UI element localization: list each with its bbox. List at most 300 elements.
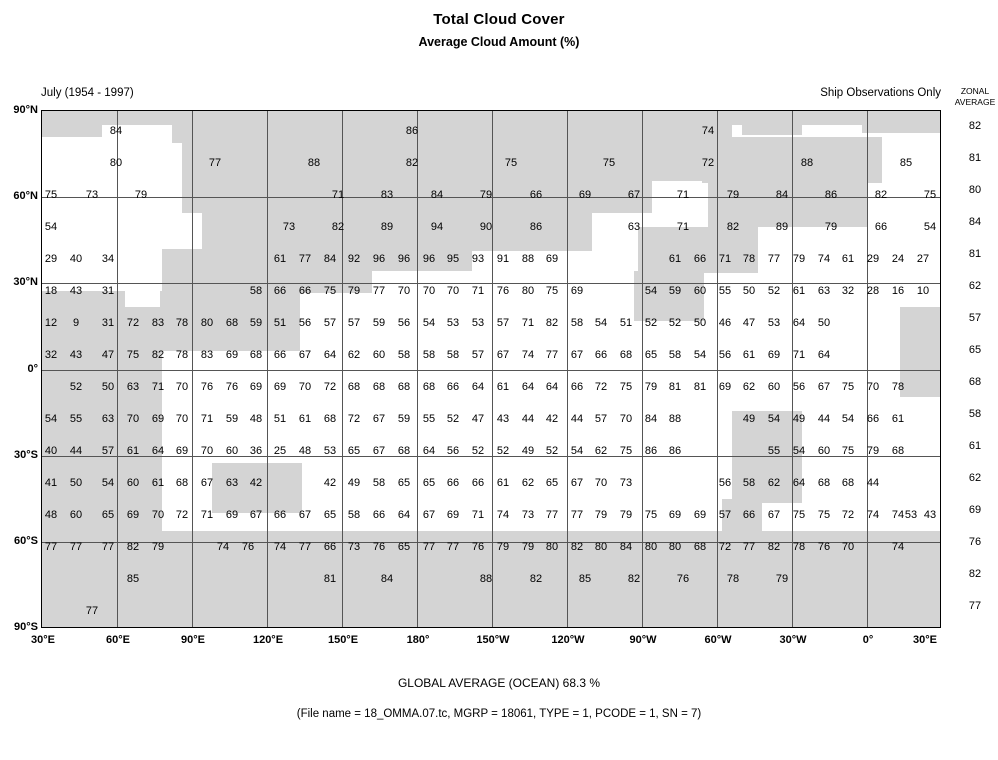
gridline-horizontal [42, 283, 940, 284]
cloud-value-cell: 55 [422, 413, 436, 425]
cloud-value-cell: 10 [916, 285, 930, 297]
cloud-value-cell: 53 [471, 317, 485, 329]
cloud-value-cell: 71 [792, 349, 806, 361]
cloud-value-cell: 61 [496, 381, 510, 393]
cloud-value-cell: 41 [44, 477, 58, 489]
cloud-value-cell: 72 [126, 317, 140, 329]
cloud-value-cell: 56 [718, 349, 732, 361]
cloud-value-cell: 62 [742, 381, 756, 393]
cloud-value-cell: 74 [701, 125, 715, 137]
cloud-value-cell: 60 [693, 285, 707, 297]
cloud-value-cell: 58 [397, 349, 411, 361]
zonal-average-value: 61 [968, 440, 982, 452]
cloud-value-cell: 77 [298, 253, 312, 265]
cloud-value-cell: 49 [742, 413, 756, 425]
cloud-value-cell: 65 [422, 477, 436, 489]
cloud-value-cell: 66 [273, 509, 287, 521]
cloud-value-cell: 79 [521, 541, 535, 553]
cloud-value-cell: 77 [44, 541, 58, 553]
cloud-value-cell: 73 [347, 541, 361, 553]
cloud-value-cell: 70 [397, 285, 411, 297]
cloud-value-cell: 73 [619, 477, 633, 489]
cloud-value-cell: 44 [570, 413, 584, 425]
zonal-average-value: 62 [968, 472, 982, 484]
cloud-value-cell: 53 [323, 445, 337, 457]
cloud-value-cell: 59 [249, 317, 263, 329]
cloud-value-cell: 77 [422, 541, 436, 553]
cloud-value-cell: 93 [471, 253, 485, 265]
cloud-value-cell: 82 [767, 541, 781, 553]
cloud-value-cell: 69 [545, 253, 559, 265]
landmass-shape [708, 177, 868, 227]
zonal-average-value: 84 [968, 216, 982, 228]
cloud-value-cell: 70 [175, 381, 189, 393]
cloud-value-cell: 56 [298, 317, 312, 329]
cloud-value-cell: 58 [422, 349, 436, 361]
cloud-value-cell: 31 [101, 317, 115, 329]
cloud-value-cell: 12 [44, 317, 58, 329]
cloud-value-cell: 66 [866, 413, 880, 425]
cloud-value-cell: 54 [594, 317, 608, 329]
x-tick-label: 120°E [252, 634, 284, 646]
cloud-value-cell: 54 [693, 349, 707, 361]
cloud-value-cell: 69 [767, 349, 781, 361]
cloud-value-cell: 76 [817, 541, 831, 553]
cloud-value-cell: 69 [225, 349, 239, 361]
cloud-value-cell: 77 [208, 157, 222, 169]
cloud-value-cell: 69 [273, 381, 287, 393]
cloud-value-cell: 68 [422, 381, 436, 393]
cloud-value-cell: 64 [792, 317, 806, 329]
cloud-value-cell: 71 [471, 285, 485, 297]
cloud-value-cell: 72 [323, 381, 337, 393]
cloud-value-cell: 75 [644, 509, 658, 521]
cloud-value-cell: 90 [479, 221, 493, 233]
cloud-value-cell: 81 [693, 381, 707, 393]
cloud-value-cell: 49 [792, 413, 806, 425]
cloud-value-cell: 48 [44, 509, 58, 521]
cloud-value-cell: 67 [372, 445, 386, 457]
gridline-horizontal [42, 370, 940, 371]
cloud-value-cell: 52 [644, 317, 658, 329]
cloud-value-cell: 76 [200, 381, 214, 393]
cloud-value-cell: 69 [225, 509, 239, 521]
x-tick-label: 120°W [551, 634, 585, 646]
cloud-value-cell: 79 [151, 541, 165, 553]
cloud-value-cell: 69 [249, 381, 263, 393]
cloud-value-cell: 58 [372, 477, 386, 489]
cloud-value-cell: 84 [619, 541, 633, 553]
cloud-value-cell: 70 [298, 381, 312, 393]
cloud-value-cell: 74 [817, 253, 831, 265]
cloud-value-cell: 95 [446, 253, 460, 265]
cloud-value-cell: 16 [891, 285, 905, 297]
cloud-value-cell: 75 [619, 445, 633, 457]
cloud-value-cell: 70 [175, 413, 189, 425]
cloud-value-cell: 58 [446, 349, 460, 361]
cloud-value-cell: 66 [446, 477, 460, 489]
cloud-value-cell: 76 [241, 541, 255, 553]
cloud-value-cell: 66 [372, 509, 386, 521]
cloud-value-cell: 77 [545, 349, 559, 361]
cloud-value-cell: 78 [175, 317, 189, 329]
cloud-value-cell: 84 [775, 189, 789, 201]
cloud-value-cell: 66 [323, 541, 337, 553]
cloud-value-cell: 70 [446, 285, 460, 297]
landmass-shape [638, 227, 758, 273]
cloud-value-cell: 82 [726, 221, 740, 233]
cloud-value-cell: 50 [69, 477, 83, 489]
cloud-value-cell: 66 [874, 221, 888, 233]
cloud-value-cell: 71 [676, 221, 690, 233]
period-label: July (1954 - 1997) [41, 87, 134, 99]
cloud-value-cell: 85 [578, 573, 592, 585]
cloud-value-cell: 56 [792, 381, 806, 393]
cloud-value-cell: 27 [916, 253, 930, 265]
cloud-value-cell: 65 [397, 477, 411, 489]
cloud-value-cell: 91 [496, 253, 510, 265]
cloud-value-cell: 76 [225, 381, 239, 393]
cloud-value-cell: 80 [545, 541, 559, 553]
cloud-value-cell: 66 [298, 285, 312, 297]
cloud-value-cell: 78 [891, 381, 905, 393]
cloud-value-cell: 67 [570, 477, 584, 489]
zonal-average-value: 80 [968, 184, 982, 196]
cloud-value-cell: 82 [570, 541, 584, 553]
cloud-value-cell: 69 [578, 189, 592, 201]
cloud-value-cell: 86 [644, 445, 658, 457]
gridline-vertical [267, 111, 268, 627]
cloud-value-cell: 84 [430, 189, 444, 201]
cloud-value-cell: 60 [69, 509, 83, 521]
cloud-value-cell: 75 [602, 157, 616, 169]
cloud-value-cell: 77 [570, 509, 584, 521]
cloud-value-cell: 54 [644, 285, 658, 297]
cloud-value-cell: 88 [521, 253, 535, 265]
cloud-value-cell: 50 [817, 317, 831, 329]
y-tick-label: 30°N [13, 276, 38, 288]
cloud-value-cell: 72 [841, 509, 855, 521]
cloud-value-cell: 68 [891, 445, 905, 457]
cloud-value-cell: 46 [718, 317, 732, 329]
cloud-value-cell: 79 [594, 509, 608, 521]
cloud-value-cell: 82 [331, 221, 345, 233]
cloud-value-cell: 74 [891, 541, 905, 553]
cloud-value-cell: 51 [619, 317, 633, 329]
cloud-value-cell: 31 [101, 285, 115, 297]
cloud-value-cell: 57 [594, 413, 608, 425]
cloud-value-cell: 44 [866, 477, 880, 489]
zonal-average-value: 69 [968, 504, 982, 516]
x-tick-label: 90°E [181, 634, 205, 646]
cloud-value-cell: 75 [841, 445, 855, 457]
cloud-value-cell: 80 [594, 541, 608, 553]
cloud-value-cell: 66 [471, 477, 485, 489]
cloud-value-cell: 52 [69, 381, 83, 393]
cloud-value-cell: 54 [923, 221, 937, 233]
y-tick-label: 0° [27, 363, 38, 375]
cloud-value-cell: 67 [372, 413, 386, 425]
source-label: Ship Observations Only [820, 87, 941, 99]
cloud-value-cell: 80 [200, 317, 214, 329]
cloud-value-cell: 72 [718, 541, 732, 553]
cloud-value-cell: 77 [372, 285, 386, 297]
cloud-value-cell: 50 [742, 285, 756, 297]
cloud-value-cell: 68 [693, 541, 707, 553]
cloud-value-cell: 80 [521, 285, 535, 297]
cloud-value-cell: 53 [767, 317, 781, 329]
x-tick-label: 30°E [913, 634, 937, 646]
cloud-value-cell: 86 [668, 445, 682, 457]
cloud-value-cell: 76 [372, 541, 386, 553]
cloud-value-cell: 47 [101, 349, 115, 361]
cloud-value-cell: 64 [323, 349, 337, 361]
cloud-value-cell: 64 [545, 381, 559, 393]
cloud-value-cell: 72 [175, 509, 189, 521]
cloud-value-cell: 25 [273, 445, 287, 457]
cloud-value-cell: 63 [101, 413, 115, 425]
cloud-value-cell: 56 [446, 445, 460, 457]
zonal-average-header-line1: ZONAL [960, 86, 990, 96]
cloud-value-cell: 29 [44, 253, 58, 265]
cloud-value-cell: 68 [347, 381, 361, 393]
cloud-value-cell: 52 [496, 445, 510, 457]
cloud-value-cell: 48 [249, 413, 263, 425]
cloud-value-cell: 51 [273, 413, 287, 425]
cloud-value-cell: 81 [323, 573, 337, 585]
y-tick-label: 30°S [14, 449, 38, 461]
cloud-value-cell: 78 [792, 541, 806, 553]
cloud-value-cell: 71 [718, 253, 732, 265]
cloud-value-cell: 50 [101, 381, 115, 393]
cloud-value-cell: 62 [347, 349, 361, 361]
cloud-value-cell: 57 [718, 509, 732, 521]
cloud-value-cell: 83 [380, 189, 394, 201]
cloud-value-cell: 66 [446, 381, 460, 393]
cloud-value-cell: 24 [891, 253, 905, 265]
cloud-value-cell: 47 [471, 413, 485, 425]
cloud-value-cell: 66 [273, 349, 287, 361]
zonal-average-value: 81 [968, 248, 982, 260]
cloud-value-cell: 40 [69, 253, 83, 265]
cloud-value-cell: 54 [767, 413, 781, 425]
cloud-value-cell: 68 [397, 381, 411, 393]
y-tick-label: 90°N [13, 104, 38, 116]
cloud-value-cell: 74 [273, 541, 287, 553]
cloud-value-cell: 75 [923, 189, 937, 201]
cloud-value-cell: 92 [347, 253, 361, 265]
cloud-value-cell: 69 [175, 445, 189, 457]
cloud-value-cell: 70 [200, 445, 214, 457]
cloud-value-cell: 71 [200, 509, 214, 521]
cloud-value-cell: 67 [200, 477, 214, 489]
cloud-value-cell: 70 [866, 381, 880, 393]
cloud-value-cell: 77 [85, 605, 99, 617]
cloud-value-cell: 79 [619, 509, 633, 521]
cloud-value-cell: 75 [817, 509, 831, 521]
cloud-value-cell: 73 [85, 189, 99, 201]
cloud-value-cell: 61 [151, 477, 165, 489]
cloud-value-cell: 82 [545, 317, 559, 329]
cloud-value-cell: 78 [742, 253, 756, 265]
cloud-value-cell: 64 [471, 381, 485, 393]
page-subtitle: Average Cloud Amount (%) [418, 35, 580, 49]
cloud-value-cell: 73 [521, 509, 535, 521]
cloud-value-cell: 58 [742, 477, 756, 489]
cloud-value-cell: 60 [767, 381, 781, 393]
zonal-average-value: 82 [968, 120, 982, 132]
cloud-value-cell: 96 [422, 253, 436, 265]
cloud-value-cell: 66 [693, 253, 707, 265]
cloud-value-cell: 82 [405, 157, 419, 169]
cloud-value-cell: 40 [44, 445, 58, 457]
zonal-average-value: 58 [968, 408, 982, 420]
cloud-value-cell: 66 [742, 509, 756, 521]
cloud-value-cell: 77 [101, 541, 115, 553]
cloud-value-cell: 76 [676, 573, 690, 585]
cloud-value-cell: 69 [126, 509, 140, 521]
cloud-value-cell: 77 [446, 541, 460, 553]
cloud-value-cell: 74 [496, 509, 510, 521]
cloud-value-cell: 42 [545, 413, 559, 425]
cloud-value-cell: 9 [72, 317, 80, 329]
cloud-value-cell: 70 [151, 509, 165, 521]
cloud-value-cell: 56 [397, 317, 411, 329]
x-tick-label: 150°W [476, 634, 510, 646]
cloud-value-cell: 74 [521, 349, 535, 361]
x-tick-label: 90°W [629, 634, 657, 646]
cloud-value-cell: 78 [726, 573, 740, 585]
cloud-value-cell: 64 [422, 445, 436, 457]
cloud-value-cell: 54 [422, 317, 436, 329]
cloud-value-cell: 50 [693, 317, 707, 329]
cloud-value-cell: 84 [109, 125, 123, 137]
cloud-value-cell: 66 [594, 349, 608, 361]
gridline-vertical [867, 111, 868, 627]
cloud-value-cell: 61 [126, 445, 140, 457]
cloud-value-cell: 59 [668, 285, 682, 297]
cloud-value-cell: 86 [405, 125, 419, 137]
cloud-value-cell: 43 [69, 285, 83, 297]
cloud-value-cell: 65 [397, 541, 411, 553]
cloud-value-cell: 63 [126, 381, 140, 393]
cloud-value-cell: 74 [891, 509, 905, 521]
cloud-value-cell: 36 [249, 445, 263, 457]
cloud-value-cell: 89 [380, 221, 394, 233]
cloud-value-cell: 79 [644, 381, 658, 393]
cloud-value-cell: 81 [668, 381, 682, 393]
cloud-value-cell: 72 [347, 413, 361, 425]
x-tick-label: 180° [406, 634, 430, 646]
cloud-value-cell: 82 [529, 573, 543, 585]
cloud-value-cell: 70 [126, 413, 140, 425]
cloud-value-cell: 54 [101, 477, 115, 489]
zonal-average-value: 82 [968, 568, 982, 580]
landmass-shape [42, 125, 102, 137]
cloud-value-cell: 61 [792, 285, 806, 297]
cloud-value-cell: 83 [200, 349, 214, 361]
cloud-value-cell: 65 [545, 477, 559, 489]
cloud-value-cell: 75 [545, 285, 559, 297]
cloud-value-cell: 63 [225, 477, 239, 489]
y-tick-label: 60°N [13, 190, 38, 202]
cloud-value-cell: 71 [331, 189, 345, 201]
cloud-value-cell: 72 [701, 157, 715, 169]
cloud-value-cell: 82 [151, 349, 165, 361]
cloud-value-cell: 74 [216, 541, 230, 553]
cloud-value-cell: 69 [446, 509, 460, 521]
cloud-value-cell: 77 [742, 541, 756, 553]
cloud-value-cell: 52 [668, 317, 682, 329]
cloud-value-cell: 54 [44, 221, 58, 233]
cloud-value-cell: 82 [874, 189, 888, 201]
cloud-value-cell: 64 [151, 445, 165, 457]
cloud-value-cell: 57 [471, 349, 485, 361]
y-tick-label: 60°S [14, 535, 38, 547]
cloud-value-cell: 82 [627, 573, 641, 585]
cloud-value-cell: 71 [521, 317, 535, 329]
cloud-value-cell: 66 [570, 381, 584, 393]
cloud-value-cell: 61 [891, 413, 905, 425]
cloud-value-cell: 56 [718, 477, 732, 489]
cloud-value-cell: 69 [668, 509, 682, 521]
cloud-value-cell: 64 [817, 349, 831, 361]
cloud-value-cell: 68 [372, 381, 386, 393]
cloud-value-cell: 62 [767, 477, 781, 489]
cloud-value-cell: 62 [521, 477, 535, 489]
cloud-value-cell: 58 [249, 285, 263, 297]
cloud-value-cell: 96 [397, 253, 411, 265]
x-tick-label: 0° [862, 634, 874, 646]
cloud-value-cell: 68 [175, 477, 189, 489]
cloud-value-cell: 69 [151, 413, 165, 425]
cloud-value-cell: 84 [380, 573, 394, 585]
x-tick-label: 30°E [31, 634, 55, 646]
cloud-value-cell: 43 [69, 349, 83, 361]
cloud-value-cell: 89 [775, 221, 789, 233]
cloud-value-cell: 52 [471, 445, 485, 457]
cloud-value-cell: 65 [644, 349, 658, 361]
x-tick-label: 30°W [779, 634, 807, 646]
cloud-value-cell: 57 [347, 317, 361, 329]
cloud-value-cell: 84 [644, 413, 658, 425]
cloud-value-cell: 73 [282, 221, 296, 233]
cloud-value-cell: 70 [841, 541, 855, 553]
cloud-value-cell: 67 [627, 189, 641, 201]
cloud-value-cell: 79 [134, 189, 148, 201]
cloud-value-cell: 71 [676, 189, 690, 201]
cloud-value-cell: 32 [841, 285, 855, 297]
cloud-value-cell: 80 [668, 541, 682, 553]
cloud-value-cell: 65 [323, 509, 337, 521]
cloud-value-cell: 76 [496, 285, 510, 297]
cloud-value-cell: 79 [824, 221, 838, 233]
cloud-value-cell: 69 [570, 285, 584, 297]
zonal-average-value: 62 [968, 280, 982, 292]
cloud-value-cell: 59 [397, 413, 411, 425]
cloud-value-cell: 65 [101, 509, 115, 521]
cloud-value-cell: 88 [668, 413, 682, 425]
world-map-plot [41, 110, 941, 628]
cloud-value-cell: 75 [44, 189, 58, 201]
cloud-value-cell: 52 [545, 445, 559, 457]
cloud-value-cell: 75 [841, 381, 855, 393]
cloud-value-cell: 59 [225, 413, 239, 425]
cloud-value-cell: 42 [323, 477, 337, 489]
cloud-value-cell: 57 [323, 317, 337, 329]
cloud-value-cell: 68 [619, 349, 633, 361]
landmass-shape [742, 125, 802, 135]
